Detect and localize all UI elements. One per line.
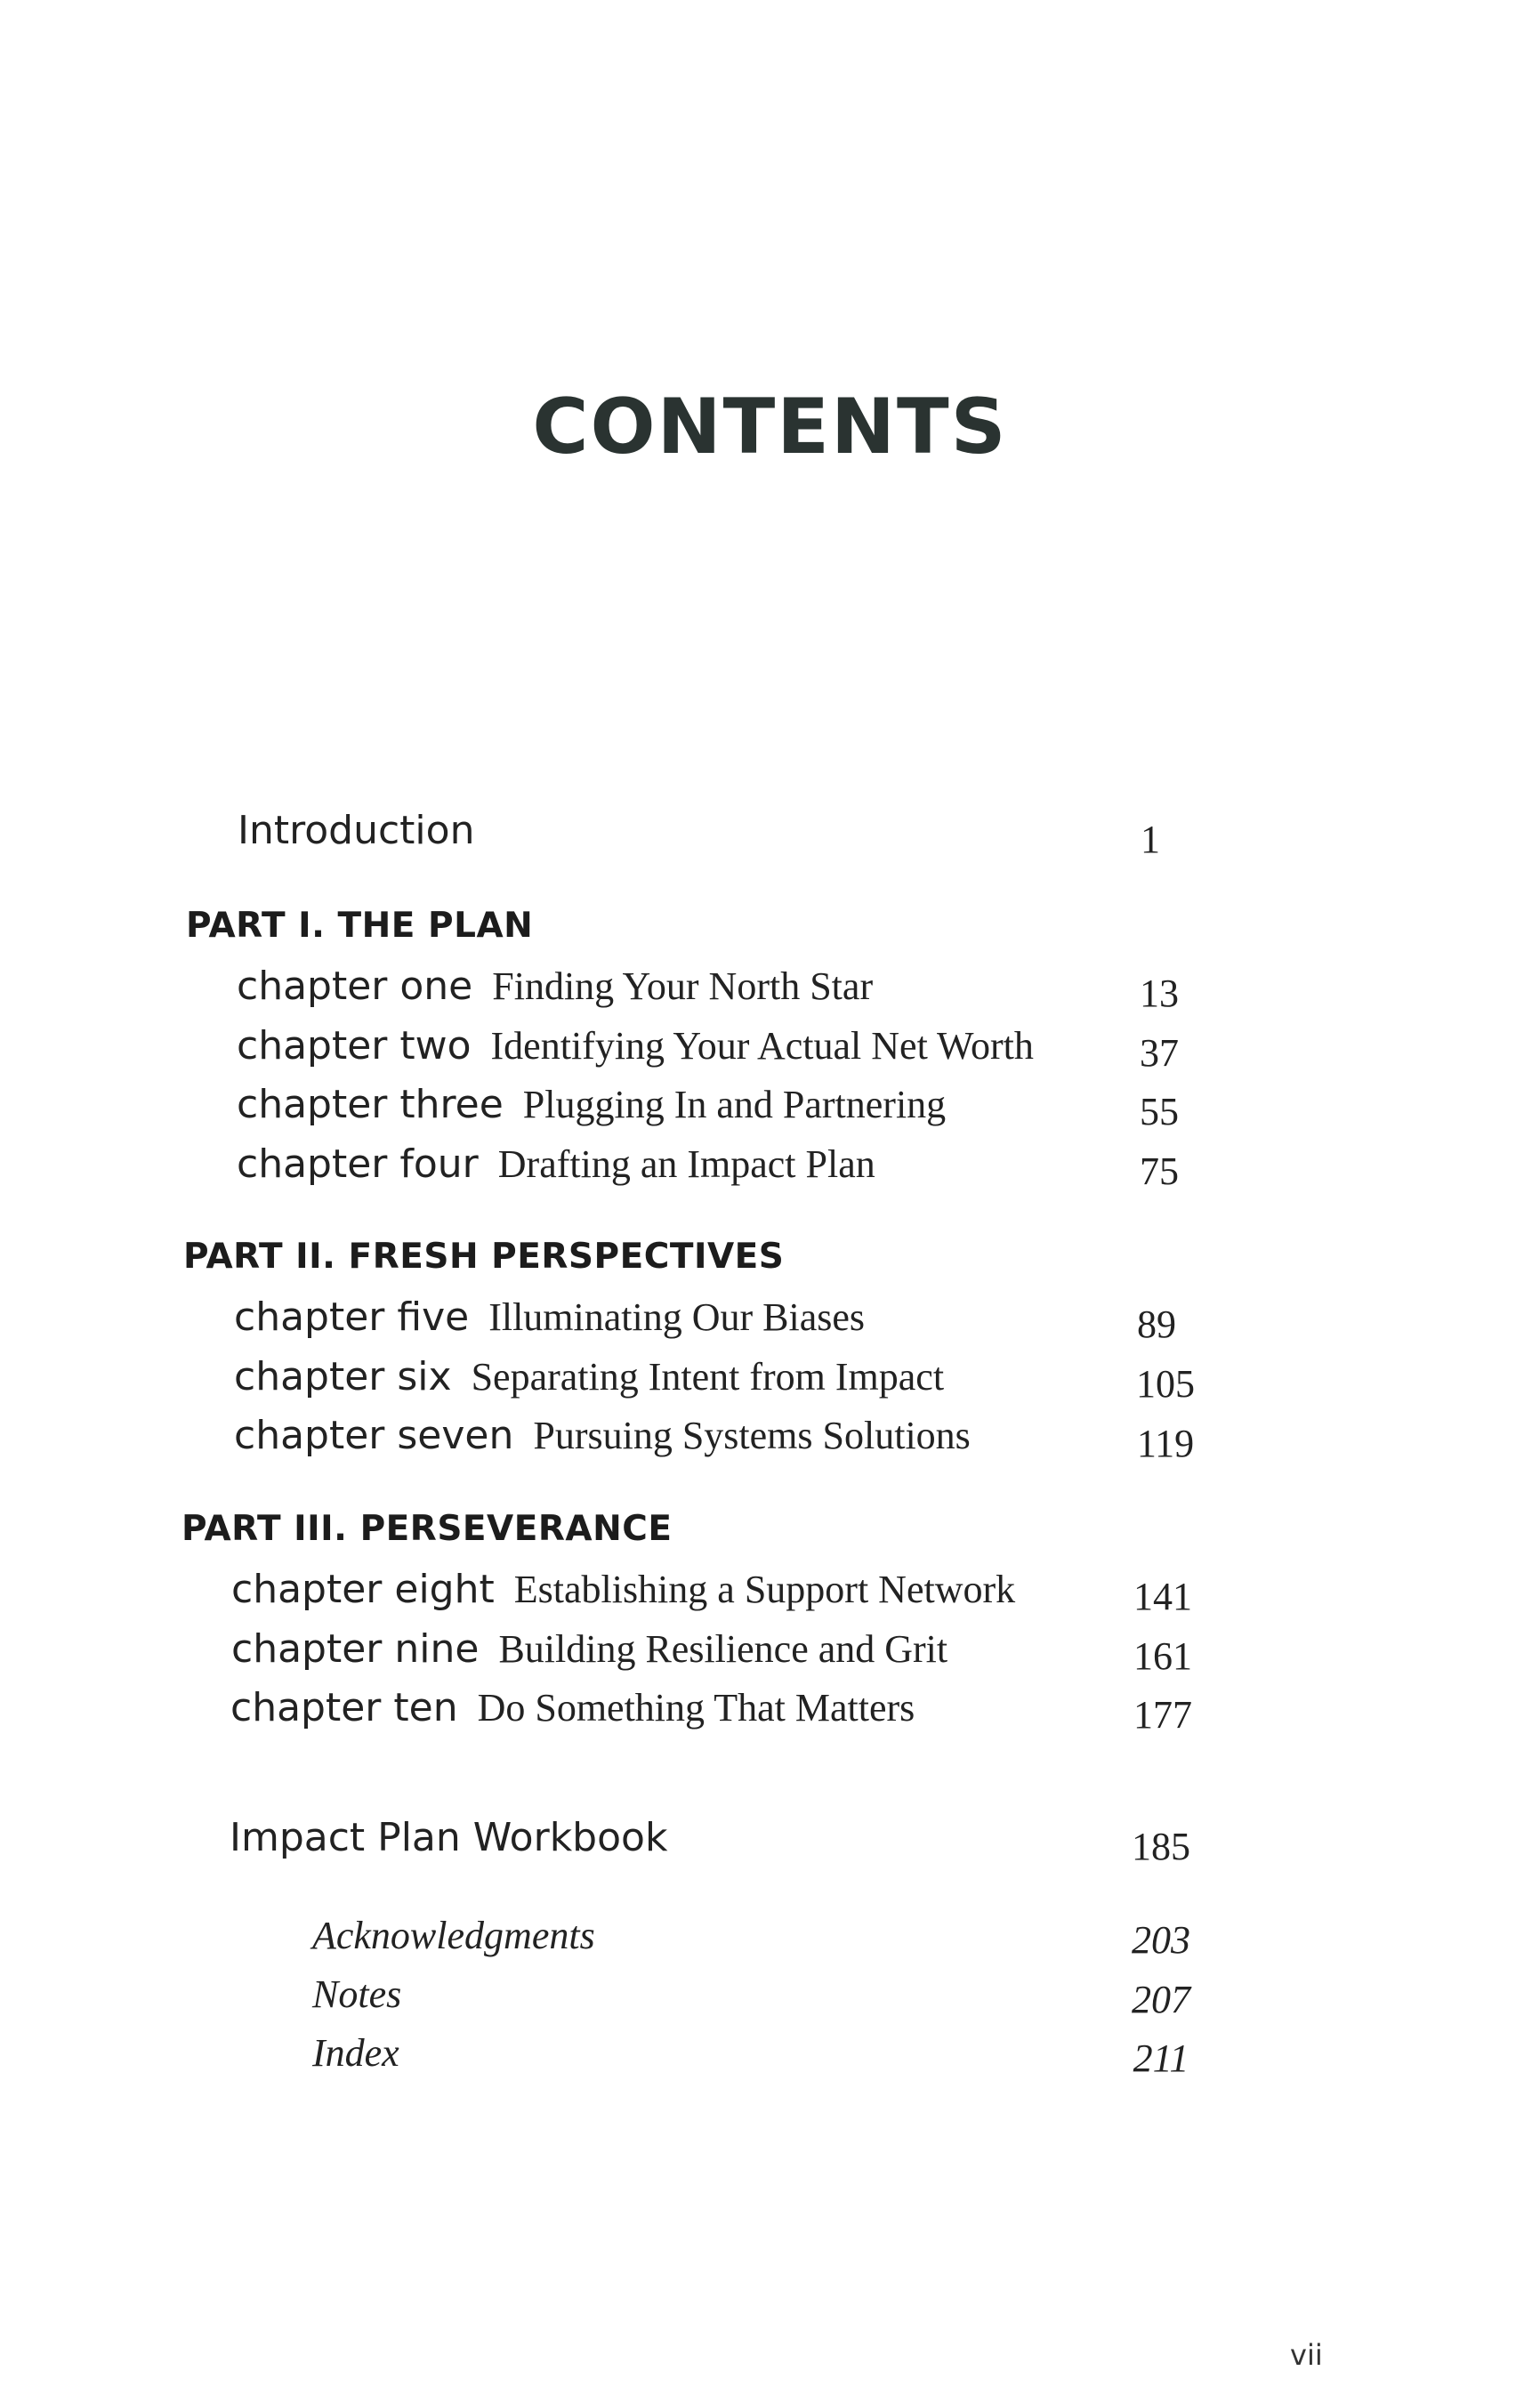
toc-entry (237, 964, 873, 1009)
back-matter-page-number: 207 (1132, 1978, 1190, 2021)
chapter-page-number: 37 (1140, 1031, 1179, 1075)
toc-entry (234, 1413, 971, 1458)
workbook-page-number: 185 (1132, 1825, 1190, 1868)
chapter-page-number: 55 (1140, 1090, 1179, 1133)
chapter-page-number: 119 (1136, 1422, 1195, 1465)
page-folio: vii (1290, 2338, 1323, 2372)
chapter-label: chapter nine (231, 1626, 480, 1672)
back-matter-page-number: 203 (1132, 1918, 1190, 1962)
toc-entry (231, 1567, 1015, 1612)
toc-entry (237, 1023, 1034, 1069)
toc-entry (230, 1685, 915, 1730)
page-title: CONTENTS (532, 383, 1008, 472)
back-matter-title: Acknowledgments (312, 1914, 595, 1957)
chapter-label: chapter six (234, 1354, 452, 1399)
toc-entry (234, 1354, 944, 1399)
chapter-title: Pursuing Systems Solutions (533, 1414, 971, 1457)
chapter-label: chapter ten (230, 1685, 458, 1730)
workbook-label: Impact Plan Workbook (230, 1815, 668, 1860)
chapter-label: chapter two (237, 1023, 472, 1069)
toc-entry (237, 1141, 875, 1187)
toc-entry (231, 1626, 947, 1672)
back-matter-title: Index (312, 2031, 399, 2075)
chapter-label: chapter five (234, 1294, 470, 1340)
chapter-label: chapter one (237, 964, 473, 1009)
part-heading: PART II. FRESH PERSPECTIVES (183, 1237, 785, 1277)
chapter-page-number: 13 (1140, 972, 1179, 1015)
chapter-title: Do Something That Matters (477, 1686, 915, 1730)
chapter-page-number: 141 (1133, 1575, 1192, 1618)
chapter-page-number: 105 (1136, 1362, 1195, 1406)
chapter-label: chapter three (237, 1082, 504, 1127)
chapter-title: Finding Your North Star (492, 964, 874, 1008)
chapter-title: Separating Intent from Impact (471, 1355, 945, 1399)
back-matter-page-number: 211 (1133, 2036, 1189, 2080)
chapter-title: Identifying Your Actual Net Worth (490, 1024, 1034, 1068)
part-heading: PART I. THE PLAN (186, 906, 534, 946)
chapter-title: Plugging In and Partnering (522, 1083, 947, 1126)
chapter-title: Establishing a Support Network (513, 1568, 1016, 1611)
chapter-page-number: 161 (1133, 1634, 1192, 1678)
chapter-title: Building Resilience and Grit (498, 1627, 948, 1671)
chapter-label: chapter eight (231, 1567, 495, 1612)
toc-entry (234, 1294, 865, 1340)
chapter-label: chapter four (237, 1141, 479, 1187)
chapter-page-number: 75 (1140, 1149, 1179, 1193)
chapter-title: Drafting an Impact Plan (497, 1142, 875, 1186)
chapter-title: Illuminating Our Biases (488, 1295, 866, 1339)
introduction-label: Introduction (238, 808, 475, 853)
chapter-label: chapter seven (234, 1413, 514, 1458)
toc-entry (237, 1082, 946, 1127)
back-matter-title: Notes (312, 1972, 402, 2016)
part-heading: PART III. PERSEVERANCE (181, 1509, 673, 1549)
chapter-page-number: 89 (1137, 1302, 1176, 1346)
chapter-page-number: 177 (1133, 1693, 1192, 1737)
introduction-page-number: 1 (1141, 818, 1160, 861)
